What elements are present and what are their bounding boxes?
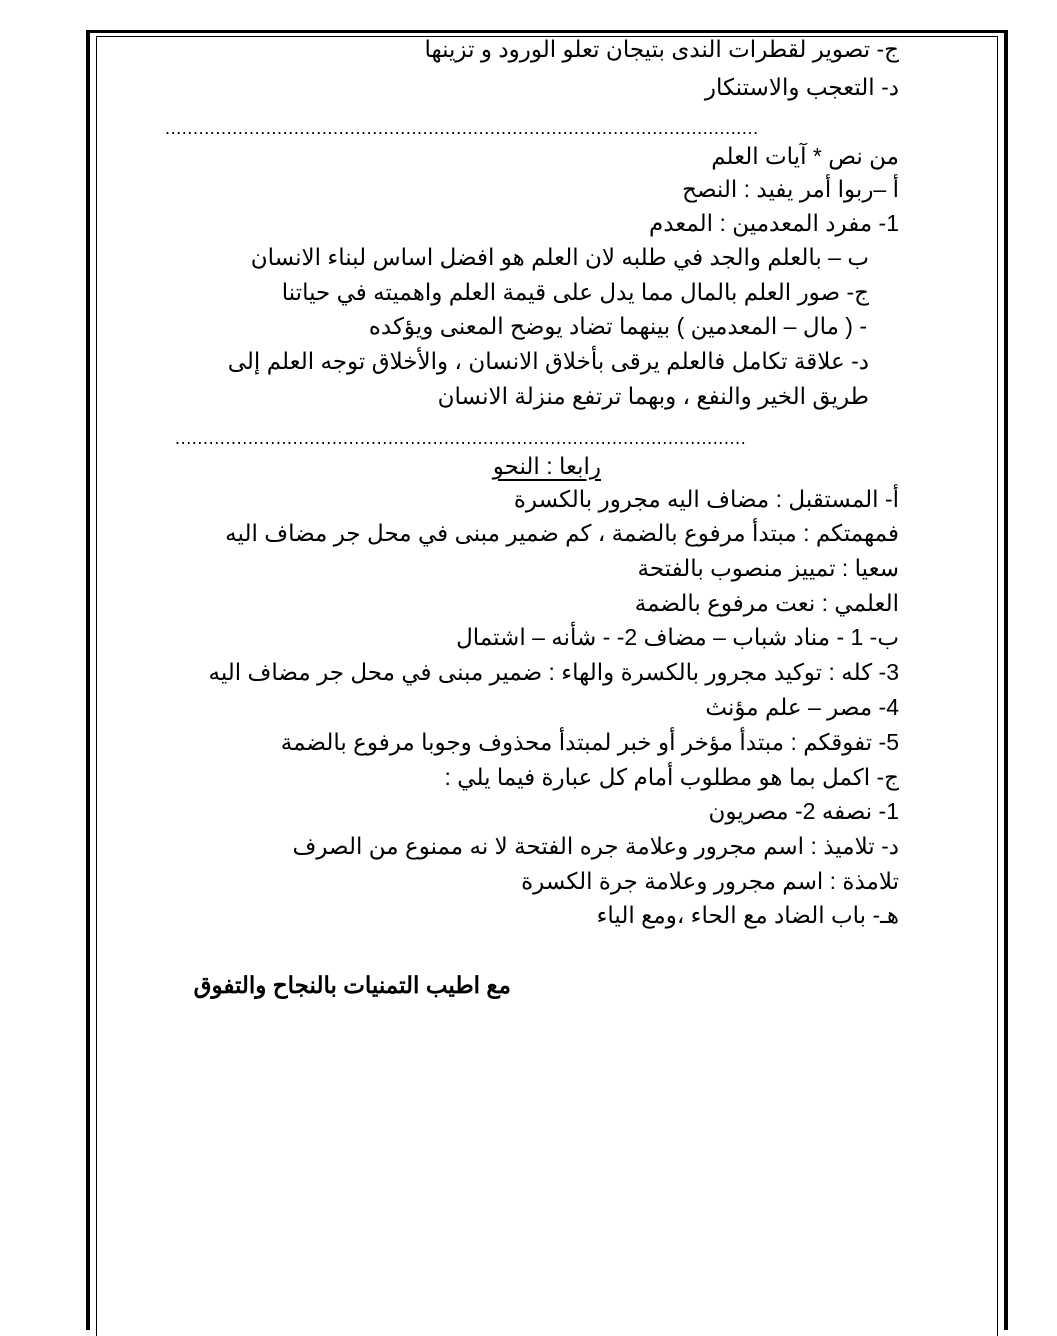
- grammar-line-b: ب- 1 - مناد شباب – مضاف 2- - شأنه – اشتمال: [456, 624, 899, 650]
- text-line-a: أ –ربوا أمر يفيد : النصح: [682, 176, 899, 202]
- text-line-j: ج- صور العلم بالمال مما يدل على قيمة العلم واهميته في حياتنا: [281, 279, 869, 305]
- text-section-title: من نص * آيات العلم: [711, 143, 899, 169]
- grammar-line-3: 3- كله : توكيد مجرور بالكسرة والهاء : ضمير مبنى في محل جر مضاف اليه: [208, 659, 899, 685]
- grammar-line-j: ج- اكمل بما هو مطلوب أمام كل عبارة فيما يلي :: [444, 764, 899, 790]
- grammar-heading: رابعا : النحو: [492, 453, 601, 479]
- text-line-dash: - ( مال – المعدمين ) بينهما تضاد يوضح المعنى ويؤكده: [368, 313, 867, 339]
- answer-dal-line: د- التعجب والاستنكار: [704, 74, 899, 100]
- grammar-line-h: هـ- باب الضاد مع الحاء ،ومع الياء: [596, 902, 899, 928]
- grammar-line-a: أ- المستقبل : مضاف اليه مجرور بالكسرة: [513, 486, 899, 512]
- text-line-b: ب – بالعلم والجد في طلبه لان العلم هو افضل اساس لبناء الانسان: [250, 244, 869, 270]
- text-line-1: 1- مفرد المعدمين : المعدم: [648, 210, 899, 236]
- dotted-divider: ......................................................................................................: [175, 428, 747, 448]
- dotted-divider: ..........................................................................................................: [165, 118, 759, 138]
- grammar-line-fahimtakum: فمهمتكم : مبتدأ مرفوع بالضمة ، كم ضمير مبنى في محل جر مضاف اليه: [225, 520, 899, 546]
- grammar-line-d: د- تلاميذ : اسم مجرور وعلامة جره الفتحة لا نه ممنوع من الصرف: [292, 833, 899, 859]
- grammar-line-talamitha: تلامذة : اسم مجرور وعلامة جرة الكسرة: [521, 868, 899, 894]
- text-line-d2: طريق الخير والنفع ، وبهما ترتفع منزلة الانسان: [437, 383, 869, 409]
- grammar-line-j-answers: 1- نصفه 2- مصريون: [708, 798, 899, 824]
- text-line-d1: د- علاقة تكامل فالعلم يرقى بأخلاق الانسان ، والأخلاق توجه العلم إلى: [227, 348, 869, 374]
- closing-wishes: مع اطيب التمنيات بالنجاح والتفوق: [193, 972, 511, 998]
- answer-jeem-line: ج- تصوير لقطرات الندى بتيجان تعلو الورود و تزينها: [424, 36, 899, 62]
- grammar-line-5: 5- تفوقكم : مبتدأ مؤخر أو خبر لمبتدأ محذوف وجوبا مرفوع بالضمة: [280, 729, 899, 755]
- grammar-line-saian: سعيا : تمييز منصوب بالفتحة: [637, 555, 899, 581]
- grammar-line-4: 4- مصر – علم مؤنث: [705, 694, 899, 720]
- grammar-line-ilmi: العلمي : نعت مرفوع بالضمة: [634, 590, 899, 616]
